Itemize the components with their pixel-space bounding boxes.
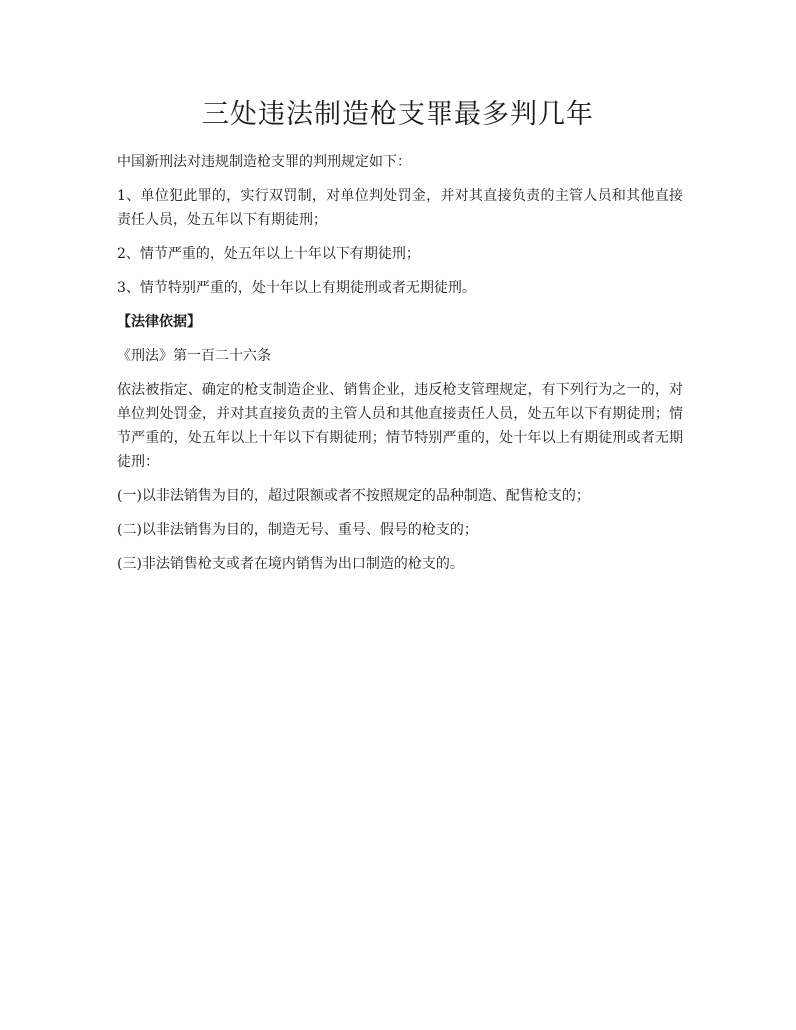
law-citation: 《刑法》第一百二十六条	[117, 348, 271, 364]
law-clause-3: (三)非法销售枪支或者在境内销售为出口制造的枪支的。	[117, 556, 464, 572]
document-title: 三处违法制造枪支罪最多判几年	[202, 99, 594, 130]
law-clause-2: (二)以非法销售为目的，制造无号、重号、假号的枪支的；	[117, 522, 478, 538]
document-body	[117, 150, 683, 586]
law-article-text: 依法被指定、确定的枪支制造企业、销售企业，违反枪支管理规定，有下列行为之一的，对单位判处罚金，并对其直接负责的主管人员和其他直接责任人员，处五年以下有期徒刑；情节严重的，处五年以上十年以下有期徒刑；情节特别严重的，处十年以上有期徒刑或者无期徒刑：	[117, 382, 683, 470]
penalty-item-2: 2、情节严重的，处五年以上十年以下有期徒刑；	[117, 246, 420, 262]
intro-paragraph: 中国新刑法对违规制造枪支罪的判刑规定如下：	[117, 154, 411, 170]
law-clause-1: (一)以非法销售为目的，超过限额或者不按照规定的品种制造、配售枪支的；	[117, 488, 590, 504]
penalty-item-3: 3、情节特别严重的，处十年以上有期徒刑或者无期徒刑。	[117, 280, 476, 296]
legal-basis-heading: 【法律依据】	[117, 314, 201, 330]
penalty-item-1: 1、单位犯此罪的，实行双罚制，对单位判处罚金，并对其直接负责的主管人员和其他直接责任人员，处五年以下有期徒刑；	[117, 188, 683, 228]
